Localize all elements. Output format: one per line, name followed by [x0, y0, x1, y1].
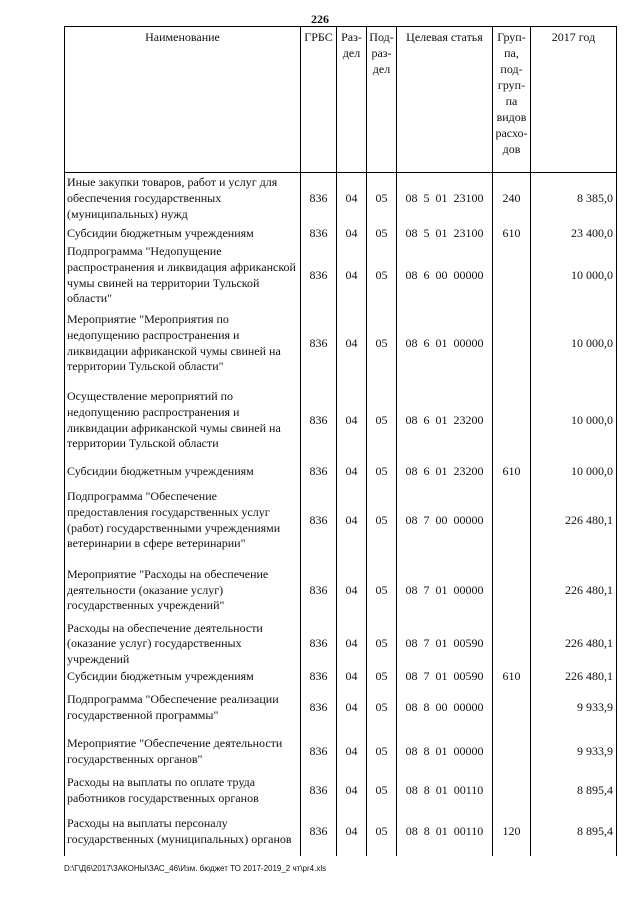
cell-amount: 10 000,0 — [531, 309, 617, 379]
column-header-razdel: Раз- дел — [337, 27, 367, 173]
table-body — [65, 173, 617, 856]
cell-podrazdel: 05 — [367, 686, 397, 730]
cell-razdel: 04 — [337, 243, 367, 309]
cell-podrazdel: 05 — [367, 668, 397, 686]
cell-grbs: 836 — [301, 309, 337, 379]
cell-amount: 8 895,4 — [531, 808, 617, 856]
cell-podrazdel: 05 — [367, 309, 397, 379]
cell-razdel: 04 — [337, 225, 367, 243]
cell-name: Подпрограмма "Недопущение распространения и ликвидация африканской чумы свиней на территории Тульской области" — [65, 243, 301, 309]
cell-name: Подпрограмма "Обеспечение реализации государственной программы" — [65, 686, 301, 730]
cell-target: 08 6 01 23200 — [397, 463, 493, 481]
cell-amount: 23 400,0 — [531, 225, 617, 243]
cell-razdel: 04 — [337, 173, 367, 225]
cell-group: 610 — [493, 463, 531, 481]
cell-podrazdel: 05 — [367, 463, 397, 481]
cell-grbs: 836 — [301, 668, 337, 686]
cell-target: 08 7 01 00000 — [397, 561, 493, 621]
cell-target: 08 5 01 23100 — [397, 225, 493, 243]
cell-amount: 226 480,1 — [531, 668, 617, 686]
cell-razdel: 04 — [337, 481, 367, 561]
cell-name: Мероприятие "Обеспечение деятельности государственных органов" — [65, 730, 301, 774]
cell-razdel: 04 — [337, 621, 367, 668]
table-row — [65, 730, 617, 774]
cell-group — [493, 243, 531, 309]
cell-target: 08 8 01 00110 — [397, 774, 493, 808]
cell-target: 08 7 00 00000 — [397, 481, 493, 561]
budget-table — [64, 26, 617, 856]
table-row — [65, 481, 617, 561]
cell-target: 08 6 01 23200 — [397, 379, 493, 463]
table-row — [65, 379, 617, 463]
column-header-target: Целевая статья — [397, 27, 493, 173]
cell-group: 120 — [493, 808, 531, 856]
page-number: 226 — [311, 12, 329, 26]
cell-razdel: 04 — [337, 668, 367, 686]
table-row — [65, 686, 617, 730]
table-row — [65, 243, 617, 309]
cell-name: Мероприятие "Мероприятия по недопущению распространения и ликвидации африканской чумы свиней на территории Тульской области" — [65, 309, 301, 379]
cell-group — [493, 481, 531, 561]
cell-razdel: 04 — [337, 774, 367, 808]
cell-group — [493, 561, 531, 621]
cell-podrazdel: 05 — [367, 730, 397, 774]
cell-podrazdel: 05 — [367, 481, 397, 561]
cell-podrazdel: 05 — [367, 621, 397, 668]
cell-group — [493, 730, 531, 774]
table-header-row — [65, 27, 617, 173]
cell-razdel: 04 — [337, 309, 367, 379]
cell-target: 08 7 01 00590 — [397, 668, 493, 686]
cell-grbs: 836 — [301, 808, 337, 856]
table-row — [65, 621, 617, 668]
cell-grbs: 836 — [301, 225, 337, 243]
cell-group — [493, 621, 531, 668]
cell-target: 08 8 00 00000 — [397, 686, 493, 730]
cell-podrazdel: 05 — [367, 808, 397, 856]
cell-target: 08 6 01 00000 — [397, 309, 493, 379]
cell-amount: 226 480,1 — [531, 621, 617, 668]
cell-group — [493, 379, 531, 463]
table-row — [65, 309, 617, 379]
column-header-name: Наименование — [65, 27, 301, 173]
table-row — [65, 225, 617, 243]
cell-group — [493, 686, 531, 730]
cell-group: 610 — [493, 668, 531, 686]
table-row — [65, 668, 617, 686]
cell-target: 08 5 01 23100 — [397, 173, 493, 225]
cell-target: 08 7 01 00590 — [397, 621, 493, 668]
cell-razdel: 04 — [337, 561, 367, 621]
cell-amount: 10 000,0 — [531, 463, 617, 481]
column-header-podrazdel: Под- раз- дел — [367, 27, 397, 173]
cell-group: 240 — [493, 173, 531, 225]
column-header-grbs: ГРБС — [301, 27, 337, 173]
cell-name: Субсидии бюджетным учреждениям — [65, 225, 301, 243]
cell-grbs: 836 — [301, 463, 337, 481]
cell-amount: 9 933,9 — [531, 686, 617, 730]
table-row — [65, 808, 617, 856]
cell-group — [493, 774, 531, 808]
column-header-group: Груп- па, под- груп- па видов расхо- дов — [493, 27, 531, 173]
table-row — [65, 173, 617, 225]
cell-grbs: 836 — [301, 621, 337, 668]
cell-grbs: 836 — [301, 686, 337, 730]
cell-grbs: 836 — [301, 243, 337, 309]
cell-grbs: 836 — [301, 379, 337, 463]
cell-grbs: 836 — [301, 774, 337, 808]
cell-amount: 8 895,4 — [531, 774, 617, 808]
cell-razdel: 04 — [337, 379, 367, 463]
cell-podrazdel: 05 — [367, 774, 397, 808]
cell-amount: 226 480,1 — [531, 561, 617, 621]
cell-name: Осуществление мероприятий по недопущению распространения и ликвидации африканской чумы свиней на территории Тульской области — [65, 379, 301, 463]
table-row — [65, 463, 617, 481]
cell-amount: 10 000,0 — [531, 243, 617, 309]
cell-amount: 10 000,0 — [531, 379, 617, 463]
cell-razdel: 04 — [337, 463, 367, 481]
cell-group: 610 — [493, 225, 531, 243]
cell-podrazdel: 05 — [367, 243, 397, 309]
cell-grbs: 836 — [301, 561, 337, 621]
cell-name: Расходы на выплаты по оплате труда работников государственных органов — [65, 774, 301, 808]
cell-name: Подпрограмма "Обеспечение предоставления государственных услуг (работ) государственными учреждениями ветеринарии в сфере ветеринарии" — [65, 481, 301, 561]
cell-podrazdel: 05 — [367, 561, 397, 621]
cell-razdel: 04 — [337, 730, 367, 774]
table-row — [65, 561, 617, 621]
column-header-year: 2017 год — [531, 27, 617, 173]
cell-amount: 226 480,1 — [531, 481, 617, 561]
cell-razdel: 04 — [337, 808, 367, 856]
cell-target: 08 6 00 00000 — [397, 243, 493, 309]
cell-grbs: 836 — [301, 730, 337, 774]
cell-amount: 8 385,0 — [531, 173, 617, 225]
cell-grbs: 836 — [301, 173, 337, 225]
cell-amount: 9 933,9 — [531, 730, 617, 774]
cell-name: Иные закупки товаров, работ и услуг для обеспечения государственных (муниципальных) нужд — [65, 173, 301, 225]
cell-name: Субсидии бюджетным учреждениям — [65, 463, 301, 481]
cell-podrazdel: 05 — [367, 379, 397, 463]
cell-podrazdel: 05 — [367, 225, 397, 243]
cell-name: Субсидии бюджетным учреждениям — [65, 668, 301, 686]
cell-target: 08 8 01 00000 — [397, 730, 493, 774]
cell-name: Расходы на обеспечение деятельности (оказание услуг) государственных учреждений — [65, 621, 301, 668]
cell-target: 08 8 01 00110 — [397, 808, 493, 856]
cell-razdel: 04 — [337, 686, 367, 730]
cell-name: Расходы на выплаты персоналу государственных (муниципальных) органов — [65, 808, 301, 856]
cell-grbs: 836 — [301, 481, 337, 561]
table-row — [65, 774, 617, 808]
file-path-footer: D:\Г\Д6\2017\ЗАКОНЫ\ЗАС_46\Изм. бюджет ТО 2017-2019_2 чт\pr4.xls — [64, 864, 327, 873]
cell-podrazdel: 05 — [367, 173, 397, 225]
cell-group — [493, 309, 531, 379]
cell-name: Мероприятие "Расходы на обеспечение деятельности (оказание услуг) государственных учреждений" — [65, 561, 301, 621]
